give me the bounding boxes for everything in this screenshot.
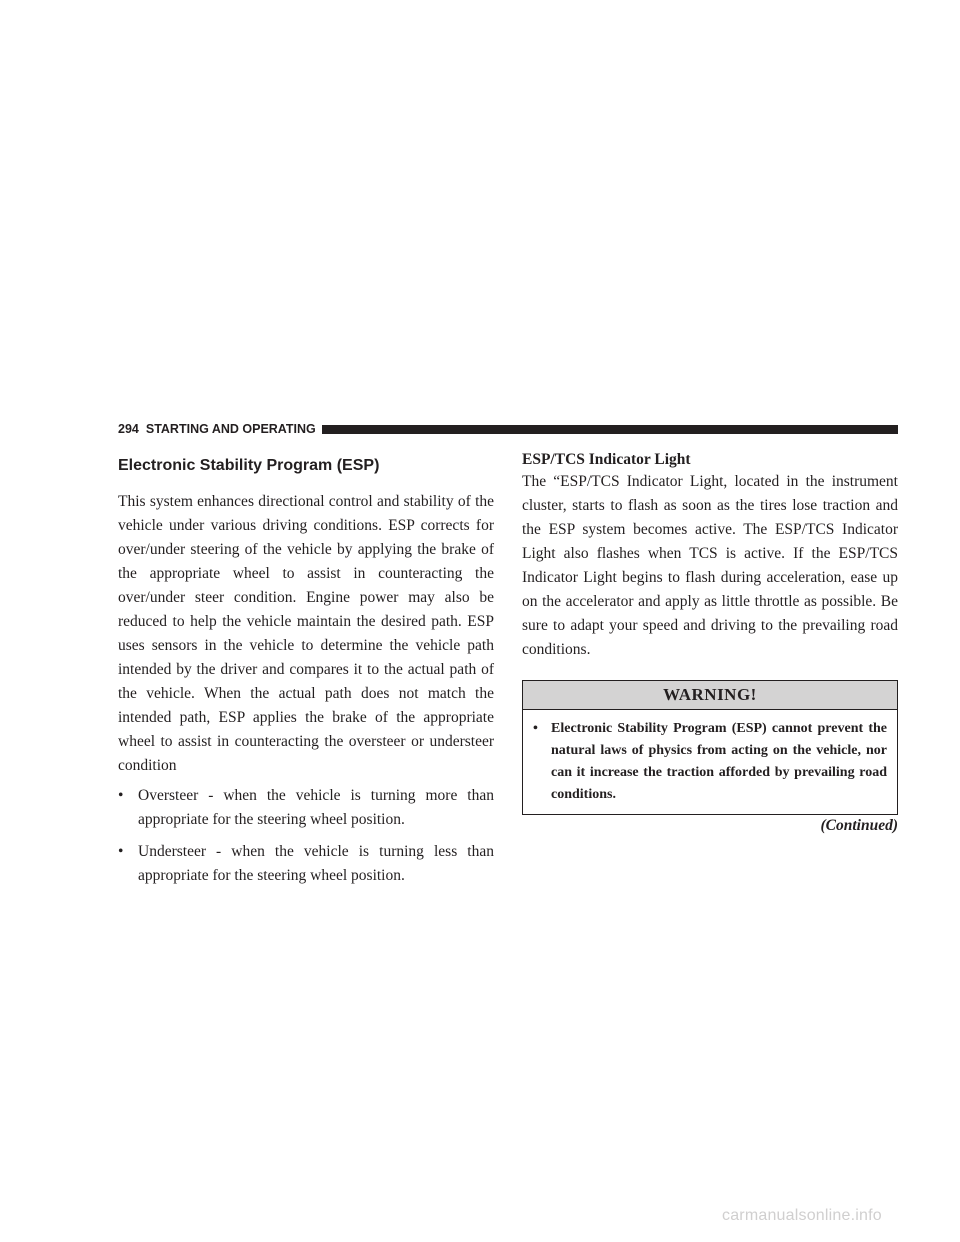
page-header [118, 420, 898, 438]
header-rule [322, 425, 898, 434]
warning-title: WARNING! [523, 681, 897, 710]
right-column [522, 450, 898, 836]
warning-item [533, 718, 887, 806]
bullet-text: Oversteer - when the vehicle is turning more than appropriate for the steering wheel position. [138, 787, 494, 828]
steer-bullet-list [118, 784, 494, 888]
bullet-icon: • [118, 843, 124, 860]
warning-text: Electronic Stability Program (ESP) cannot prevent the natural laws of physics from acting on the vehicle, nor can it increase the traction afforded by prevailing road conditions. [551, 721, 887, 802]
bullet-icon: • [118, 787, 124, 804]
indicator-paragraph: The “ESP/TCS Indicator Light, located in the instrument cluster, starts to flash as soon as the tires lose traction and the ESP system becomes active. The ESP/TCS Indicator Light also flashes when TCS is active. If the ESP/TCS Indicator Light begins to flash during acceleration, ease up on the accelerator and apply as little throttle as possible. Be sure to adapt your speed and driving to the prevailing road conditions. [522, 473, 898, 658]
warning-body [523, 710, 897, 814]
list-item [118, 840, 494, 888]
list-item [118, 784, 494, 832]
esp-heading: Electronic Stability Program (ESP) [118, 457, 380, 474]
bullet-icon: • [533, 721, 538, 736]
esp-paragraph: This system enhances directional control and stability of the vehicle under various driving conditions. ESP corrects for over/under steering of the vehicle by applying the brake of the appropriate wheel to assist in counteracting the over/under steer condition. Engine power may also be reduced to help the vehicle maintain the desired path. ESP uses sensors in the vehicle to determine the vehicle path intended by the driver and compares it to the actual path of the vehicle. When the actual path does not match the intended path, ESP applies the brake of the appropriate wheel to assist in counteracting the oversteer or understeer condition [118, 493, 494, 774]
warning-box [522, 680, 898, 815]
page-number: 294 [118, 422, 139, 436]
indicator-heading: ESP/TCS Indicator Light [522, 451, 691, 468]
bullet-text: Understeer - when the vehicle is turning less than appropriate for the steering wheel position. [138, 843, 494, 884]
watermark: carmanualsonline.info [722, 1207, 882, 1224]
section-title: STARTING AND OPERATING [145, 422, 316, 436]
left-column [118, 450, 494, 896]
continued-label: (Continued) [820, 817, 898, 834]
